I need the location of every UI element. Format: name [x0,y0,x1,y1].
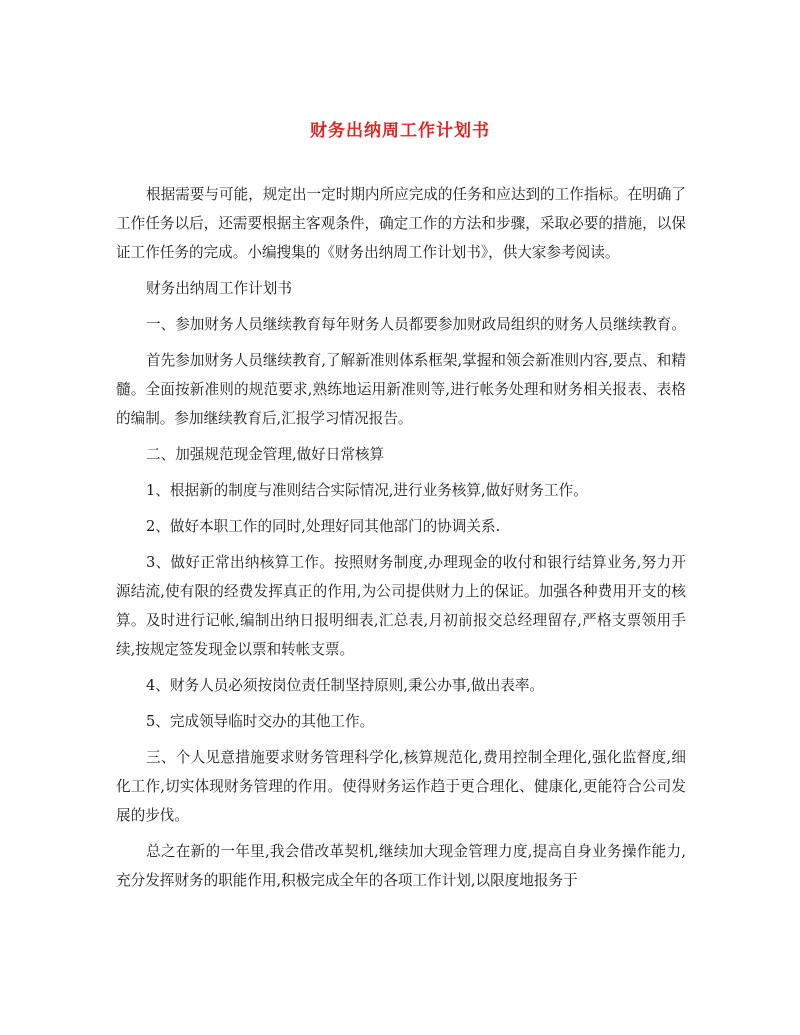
document-body [116,180,686,902]
paragraph-subtitle: 财务出纳周工作计划书 [146,280,292,297]
paragraph-item-1: 1、根据新的制度与准则结合实际情况,进行业务核算,做好财务工作。 [146,482,588,499]
paragraph-item-4: 4、财务人员必须按岗位责任制坚持原则,秉公办事,做出表率。 [146,677,545,694]
paragraph-section-1: 一、参加财务人员继续教育每年财务人员都要参加财政局组织的财务人员继续教育。 [146,316,686,333]
paragraph-item-3: 3、做好正常出纳核算工作。按照财务制度,办理现金的收付和银行结算业务,努力开源结流,使有限的经费发挥真正的作用,为公司提供财力上的保证。加强各种费用开支的核算。及时进行记帐,编制出纳日报明细表,汇总表,月初前报交总经理留存,严格支票领用手续,按规定签发现金以票和转帐支票。 [116,554,686,658]
paragraph-conclusion: 总之在新的一年里,我会借改革契机,继续加大现金管理力度,提高自身业务操作能力,充分发挥财务的职能作用,积极完成全年的各项工作计划,以限度地报务于 [116,843,686,889]
paragraph-item-5: 5、完成领导临时交办的其他工作。 [146,713,375,730]
paragraph-section-1-detail: 首先参加财务人员继续教育,了解新准则体系框架,掌握和领会新准则内容,要点、和精髓。全面按新准则的规范要求,熟练地运用新准则等,进行帐务处理和财务相关报表、表格的编制。参加继续教育后,汇报学习情况报告。 [116,352,686,427]
paragraph-item-2: 2、做好本职工作的同时,处理好同其他部门的协调关系. [146,518,501,535]
paragraph-intro: 根据需要与可能，规定出一定时期内所应完成的任务和应达到的工作指标。在明确了工作任务以后，还需要根据主客观条件，确定工作的方法和步骤，采取必要的措施，以保证工作任务的完成。小编搜集的《财务出纳周工作计划书》，供大家参考阅读。 [116,186,686,261]
paragraph-section-3: 三、个人见意措施要求财务管理科学化,核算规范化,费用控制全理化,强化监督度,细化工作,切实体现财务管理的作用。使得财务运作趋于更合理化、健康化,更能符合公司发展的步伐。 [116,749,686,824]
document-title: 财务出纳周工作计划书 [310,121,490,141]
paragraph-section-2: 二、加强规范现金管理,做好日常核算 [146,446,385,463]
